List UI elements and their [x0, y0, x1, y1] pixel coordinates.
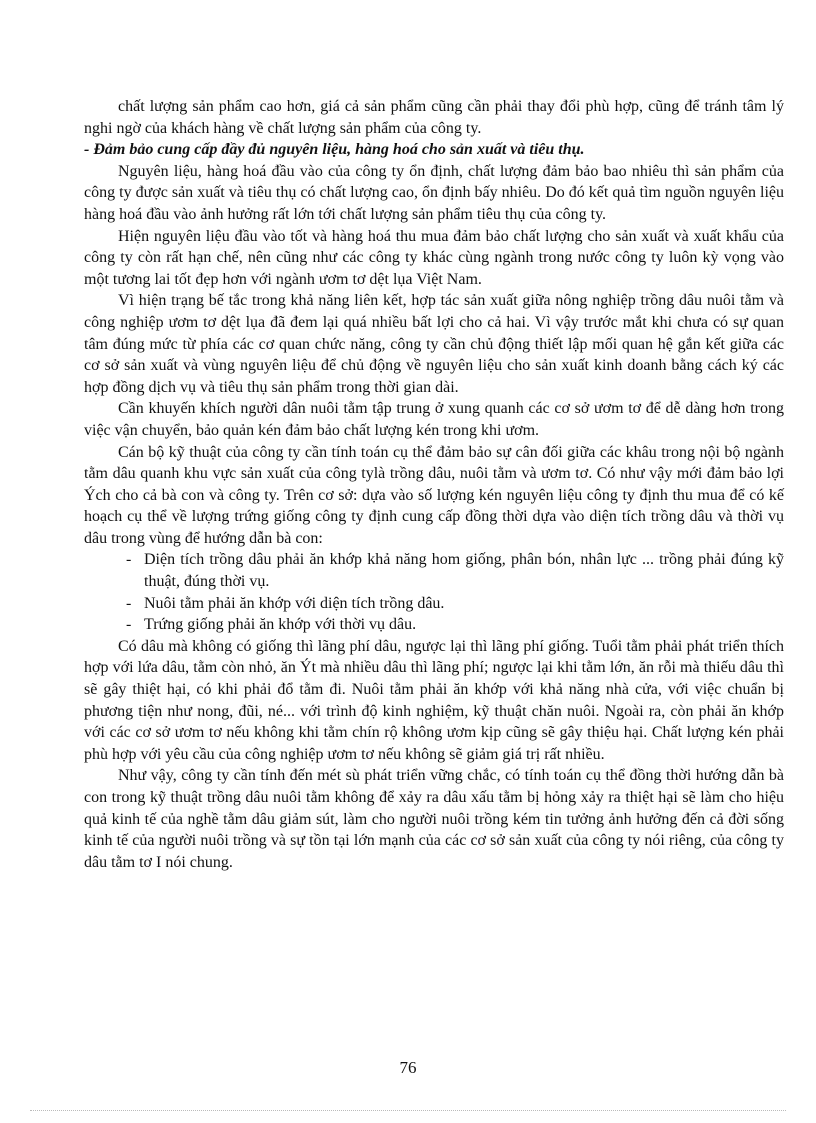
document-body: [84, 96, 784, 873]
page-bottom-divider: [30, 1110, 786, 1111]
bullet-marker: -: [126, 616, 132, 634]
paragraph: Cần khuyến khích người dân nuôi tằm tập trung ở xung quanh các cơ sở ươm tơ để dễ dàng hơn trong việc vận chuyển, bảo quản kén đảm bảo chất lượng kén trong khi ươm.: [84, 400, 784, 439]
list-item: [84, 614, 784, 636]
list-item-text: Diện tích trồng dâu phải ăn khớp khả năng hom giống, phân bón, nhân lực ... trồng phải đúng kỹ thuật, đúng thời vụ.: [144, 551, 784, 591]
bullet-marker: -: [126, 594, 132, 612]
bullet-list: [84, 549, 784, 635]
list-item: [84, 549, 784, 592]
bullet-marker: -: [126, 551, 132, 569]
paragraph: Có dâu mà không có giống thì lãng phí dâu, ngược lại thì lãng phí giống. Tuổi tằm phải phát triển thích hợp với lứa dâu, tằm còn nhỏ, ăn Ýt mà nhiều dâu thì lãng phí; ngược lại khi tằm lớn, ăn rỗi mà thiếu dâu thì sẽ gây thiệt hại, có khi phải đổ tằm đi. Nuôi tằm phải ăn khớp với khả năng nhà cửa, với việc chuẩn bị phương tiện như nong, đũi, né... với trình độ kinh nghiệm, kỹ thuật chăn nuôi. Ngoài ra, còn phải ăn khớp với các cơ sở ươm tơ nếu không khi tằm chín rộ không ươm kịp cũng sẽ gây thiệu hại. Chất lượng kén phải phù hợp với yêu cầu của công nghiệp ươm tơ nếu không sẽ giảm giá trị rất nhiều.: [84, 637, 784, 763]
paragraph: Như vậy, công ty cần tính đến mét sù phát triển vững chắc, có tính toán cụ thể đồng thời hướng dẫn bà con trong kỹ thuật trồng dâu nuôi tằm không để xảy ra dâu xấu tằm bị hỏng xảy ra thiệt hại sẽ làm cho hiệu quả kinh tế của nghề tằm dâu giảm sút, làm cho người nuôi trồng kém tin tưởng ảnh hưởng đến cả đời sống kinh tế của người nuôi trồng và sự tồn tại lớn mạnh của các cơ sở sản xuất của công ty nói riêng, của công ty dâu tằm tơ I nói chung.: [84, 767, 784, 871]
list-item-text: Nuôi tằm phải ăn khớp với diện tích trồng dâu.: [144, 594, 445, 612]
page-number: 76: [399, 1058, 417, 1077]
paragraph: Vì hiện trạng bế tắc trong khả năng liên kết, hợp tác sản xuất giữa nông nghiệp trồng dâu nuôi tằm và công nghiệp ươm tơ dệt lụa đã đem lại quá nhiều bất lợi cho cả hai. Vì vậy trước mắt khi chưa có sự quan tâm đúng mức từ phía các cơ quan chức năng, công ty cần chủ động thiết lập mối quan hệ gắn kết giữa các cơ sở sản xuất và vùng nguyên liệu để chủ động về nguyên liệu cho sản xuất kinh doanh bằng cách ký các hợp đồng dịch vụ và tiêu thụ sản phẩm trong thời gian dài.: [84, 292, 784, 396]
paragraph: chất lượng sản phẩm cao hơn, giá cả sản phẩm cũng cần phải thay đổi phù hợp, cũng để tránh tâm lý nghi ngờ của khách hàng về chất lượng sản phẩm của công ty.: [84, 98, 784, 137]
paragraph: Hiện nguyên liệu đầu vào tốt và hàng hoá thu mua đảm bảo chất lượng cho sản xuất và xuất khẩu của công ty còn rất hạn chế, nên cũng như các công ty khác cùng ngành trong nước công ty luôn kỳ vọng vào một tương lai tốt đẹp hơn với ngành ươm tơ dệt lụa Việt Nam.: [84, 227, 784, 288]
section-heading: - Đảm bảo cung cấp đầy đủ nguyên liệu, hàng hoá cho sản xuất và tiêu thụ.: [84, 141, 585, 159]
paragraph: Nguyên liệu, hàng hoá đầu vào của công ty ổn định, chất lượng đảm bảo bao nhiêu thì sản phẩm của công ty được sản xuất và tiêu thụ có chất lượng cao, ổn định bấy nhiêu. Do đó kết quả tìm nguồn nguyên liệu hàng hoá đầu vào ảnh hưởng rất lớn tới chất lượng sản phẩm tiêu thụ của công ty.: [84, 162, 784, 223]
list-item: [84, 593, 784, 615]
paragraph: Cán bộ kỹ thuật của công ty cần tính toán cụ thể đảm bảo sự cân đối giữa các khâu trong nội bộ ngành tằm dâu quanh khu vực sản xuất của công tylà trồng dâu, nuôi tằm và ươm tơ. Có như vậy mới đảm bảo lợi Ých cho cả bà con và công ty. Trên cơ sở: dựa vào số lượng kén nguyên liệu công ty định thu mua để có kế hoạch cụ thể về lượng trứng giống công ty định cung cấp đồng thời dựa vào diện tích trồng dâu và thời vụ dâu trong vùng để hướng dẫn bà con:: [84, 443, 784, 547]
list-item-text: Trứng giống phải ăn khớp với thời vụ dâu.: [144, 616, 417, 634]
